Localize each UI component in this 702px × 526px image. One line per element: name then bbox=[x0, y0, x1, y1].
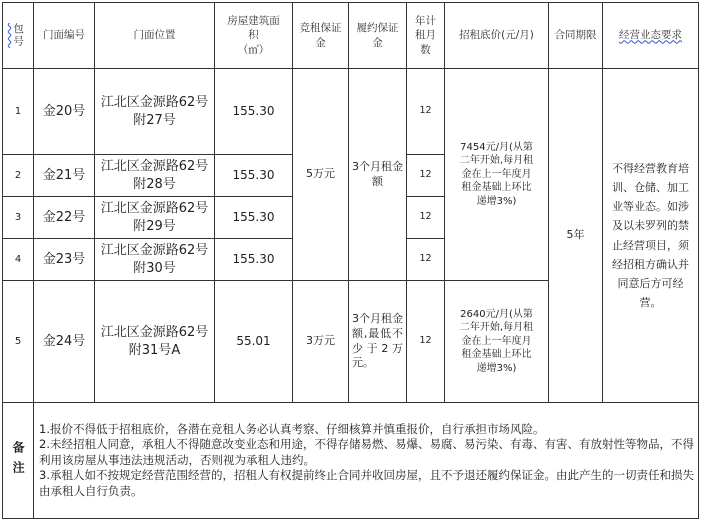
group-a-bid-deposit: 5万元 bbox=[293, 69, 349, 281]
row-area: 155.30 bbox=[215, 239, 293, 281]
group-b-price: 2640元/月(从第二年开始,每月租金在上一年度月租金基础上环比递增3%) bbox=[445, 281, 549, 403]
table-row bbox=[3, 69, 699, 155]
row-location: 江北区金源路62号附30号 bbox=[95, 239, 215, 281]
row-code: 金21号 bbox=[34, 155, 95, 197]
header-term: 合同期限 bbox=[549, 3, 603, 69]
header-area-line3: （㎡） bbox=[237, 43, 270, 56]
row-code: 金20号 bbox=[34, 69, 95, 155]
group-b-bid-deposit: 3万元 bbox=[293, 281, 349, 403]
header-row bbox=[3, 3, 699, 69]
row-seq: 3 bbox=[3, 197, 34, 239]
row-area: 155.30 bbox=[215, 69, 293, 155]
group-a-price: 7454元/月(从第二年开始,每月租金在上一年度月租金基础上环比递增3%) bbox=[445, 69, 549, 281]
note-item: 3.承租人如不按规定经营范围经营的，招租人有权提前终止合同并收回房屋，且不予退还履约保证金。由此产生的一切责任和损失由承租人自行负责。 bbox=[39, 468, 694, 498]
row-seq: 4 bbox=[3, 239, 34, 281]
row-seq: 2 bbox=[3, 155, 34, 197]
header-months: 年计租月数 bbox=[407, 3, 445, 69]
row-months: 12 bbox=[407, 281, 445, 403]
row-location: 江北区金源路62号附28号 bbox=[95, 155, 215, 197]
header-code: 门面编号 bbox=[34, 3, 95, 69]
row-area: 155.30 bbox=[215, 155, 293, 197]
group-b-perf-deposit: 3个月租金额,最低不少于2万元。 bbox=[349, 281, 407, 403]
header-area-line1: 房屋建筑面 bbox=[227, 15, 280, 28]
header-perf-deposit: 履约保证金 bbox=[349, 3, 407, 69]
header-price: 招租底价(元/月) bbox=[445, 3, 549, 69]
row-seq: 1 bbox=[3, 69, 34, 155]
group-a-perf-deposit: 3个月租金额 bbox=[349, 69, 407, 281]
header-area bbox=[215, 3, 293, 69]
header-location: 门面位置 bbox=[95, 3, 215, 69]
row-code: 金23号 bbox=[34, 239, 95, 281]
note-item: 1.报价不得低于招租底价，各潜在竞租人务必认真考察、仔细核算并慎重报价，自行承担市场风险。 bbox=[39, 421, 545, 436]
row-months: 12 bbox=[407, 197, 445, 239]
header-seq: 包号 bbox=[3, 3, 34, 69]
header-bid-deposit: 竞租保证金 bbox=[293, 3, 349, 69]
header-area-line2: 积 bbox=[248, 29, 259, 42]
row-code: 金22号 bbox=[34, 197, 95, 239]
business-requirement: 不得经营教育培训、仓储、加工业等业态。如涉及以未罗列的禁止经营项目，须经招租方确认并同意后方可经营。 bbox=[603, 69, 699, 403]
notes-content bbox=[34, 403, 699, 519]
contract-term: 5年 bbox=[549, 69, 603, 403]
notes-label: 备注 bbox=[3, 403, 34, 519]
header-business: 经营业态要求 bbox=[603, 3, 699, 69]
row-location: 江北区金源路62号附27号 bbox=[95, 69, 215, 155]
note-item: 2.未经招租人同意，承租人不得随意改变业态和用途，不得存储易燃、易爆、易腐、易污染、有毒、有害、有放射性等物品，不得利用该房屋从事违法违规活动，否则视为承租人违约。 bbox=[39, 437, 694, 467]
row-seq: 5 bbox=[3, 281, 34, 403]
row-location: 江北区金源路62号附29号 bbox=[95, 197, 215, 239]
row-months: 12 bbox=[407, 69, 445, 155]
row-months: 12 bbox=[407, 239, 445, 281]
notes-row bbox=[3, 403, 699, 519]
row-months: 12 bbox=[407, 155, 445, 197]
row-area: 55.01 bbox=[215, 281, 293, 403]
row-area: 155.30 bbox=[215, 197, 293, 239]
row-location: 江北区金源路62号附31号A bbox=[95, 281, 215, 403]
lease-table bbox=[2, 2, 699, 519]
row-code: 金24号 bbox=[34, 281, 95, 403]
